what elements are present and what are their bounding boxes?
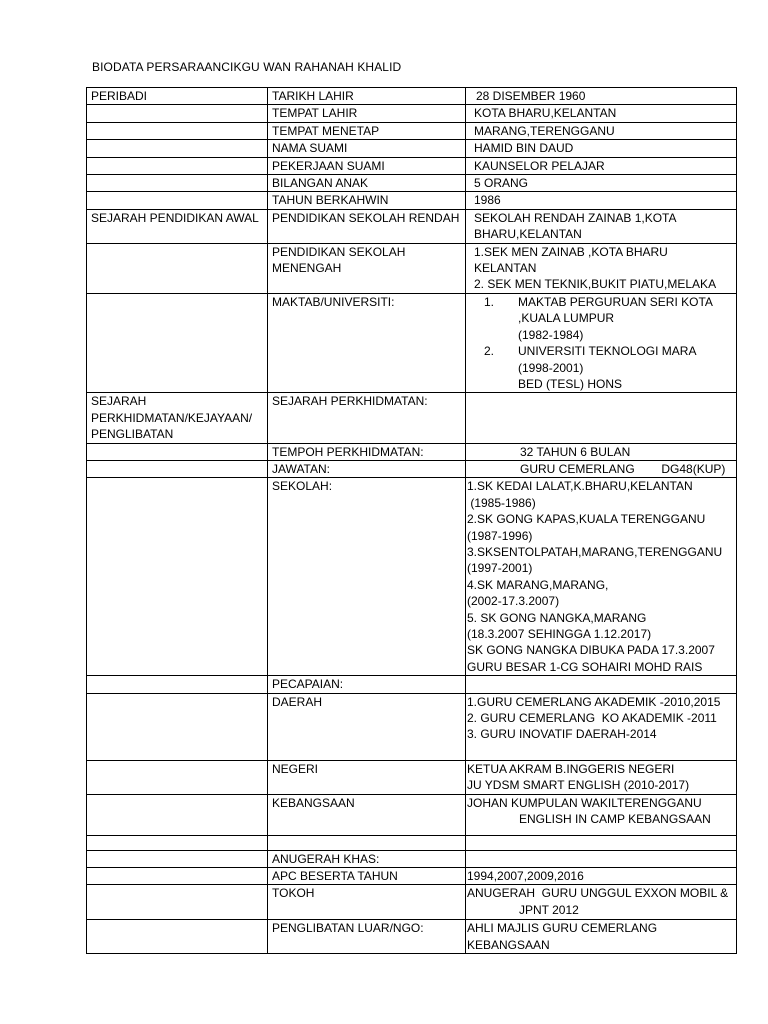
- field-label: BILANGAN ANAK: [268, 175, 466, 192]
- table-row: [87, 460, 737, 477]
- list-item: 1. MAKTAB PERGURUAN SERI KOTA ,KUALA LUMPUR (1982-1984): [483, 294, 713, 342]
- table-row: [87, 209, 737, 243]
- table-row: [87, 885, 737, 920]
- field-label: PECAPAIAN:: [268, 676, 466, 693]
- table-row: [87, 140, 737, 157]
- table-row: [87, 157, 737, 174]
- field-value: GURU CEMERLANG DG48(KUP): [466, 460, 737, 477]
- field-value: KOTA BHARU,KELANTAN: [466, 105, 737, 122]
- field-value: 32 TAHUN 6 BULAN: [466, 443, 737, 460]
- table-row: [87, 920, 737, 954]
- field-value: 1.SEK MEN ZAINAB ,KOTA BHARU KELANTAN 2. SEK MEN TEKNIK,BUKIT PIATU,MELAKA: [466, 243, 737, 293]
- biodata-table: [86, 87, 737, 954]
- table-row: [87, 760, 737, 794]
- field-value: JOHAN KUMPULAN WAKILTERENGGANU ENGLISH IN CAMP KEBANGSAAN: [466, 794, 737, 835]
- field-label: ANUGERAH KHAS:: [268, 850, 466, 867]
- table-row: [87, 293, 737, 392]
- field-label: PEKERJAAN SUAMI: [268, 157, 466, 174]
- field-label: NEGERI: [268, 760, 466, 794]
- table-row: [87, 105, 737, 122]
- field-value: 5 ORANG: [466, 175, 737, 192]
- table-row: [87, 443, 737, 460]
- list-item: 2. UNIVERSITI TEKNOLOGI MARA (1998-2001) BED (TESL) HONS: [483, 344, 697, 391]
- field-label: TAHUN BERKAHWIN: [268, 192, 466, 209]
- field-label: DAERAH: [268, 693, 466, 760]
- table-row: [87, 478, 737, 676]
- field-value: KETUA AKRAM B.INGGERIS NEGERI JU YDSM SMART ENGLISH (2010-2017): [466, 760, 737, 794]
- field-value: KAUNSELOR PELAJAR: [466, 157, 737, 174]
- field-label: TEMPOH PERKHIDMATAN:: [268, 443, 466, 460]
- field-value: 1986: [466, 192, 737, 209]
- table-row: [87, 393, 737, 443]
- field-value: 1.SK KEDAI LALAT,K.BHARU,KELANTAN (1985-1986) 2.SK GONG KAPAS,KUALA TERENGGANU (1987-1996) 3.SKSENTOLPATAH,MARANG,TERENGGANU (1997-2001) 4.SK MARANG,MARANG, (2002-17.3.2007) 5. SK GONG NANGKA,MARANG (18.3.2007 SEHINGGA 1.12.2017) SK GONG NANGKA DIBUKA PADA 17.3.2007 GURU BESAR 1-CG SOHAIRI MOHD RAIS: [466, 478, 737, 676]
- table-row: [87, 835, 737, 850]
- field-label: TARIKH LAHIR: [268, 88, 466, 105]
- field-value: 28 DISEMBER 1960: [466, 88, 737, 105]
- section-perkhidmatan: SEJARAH PERKHIDMATAN/KEJAYAAN/ PENGLIBATAN: [87, 393, 268, 443]
- table-row: [87, 88, 737, 105]
- field-label: MAKTAB/UNIVERSITI:: [268, 293, 466, 392]
- field-label: TEMPAT MENETAP: [268, 122, 466, 139]
- table-row: [87, 175, 737, 192]
- table-row: [87, 868, 737, 885]
- field-label: TEMPAT LAHIR: [268, 105, 466, 122]
- field-value: 1.GURU CEMERLANG AKADEMIK -2010,2015 2. GURU CEMERLANG KO AKADEMIK -2011 3. GURU INOVATIF DAERAH-2014: [466, 693, 737, 760]
- document-title: BIODATA PERSARAANCIKGU WAN RAHANAH KHALID: [92, 60, 402, 74]
- field-value: MARANG,TERENGGANU: [466, 122, 737, 139]
- table-row: [87, 192, 737, 209]
- field-label: PENGLIBATAN LUAR/NGO:: [268, 920, 466, 954]
- field-value: SEKOLAH RENDAH ZAINAB 1,KOTA BHARU,KELANTAN: [466, 209, 737, 243]
- field-value: 1994,2007,2009,2016: [466, 868, 737, 885]
- field-label: PENDIDIKAN SEKOLAH RENDAH: [268, 209, 466, 243]
- table-row: [87, 850, 737, 867]
- section-pendidikan: SEJARAH PENDIDIKAN AWAL: [87, 209, 268, 243]
- field-value: ANUGERAH GURU UNGGUL EXXON MOBIL & JPNT 2012: [466, 885, 737, 920]
- section-peribadi: PERIBADI: [87, 88, 268, 105]
- table-row: [87, 122, 737, 139]
- field-label: NAMA SUAMI: [268, 140, 466, 157]
- table-row: [87, 693, 737, 760]
- field-label: TOKOH: [268, 885, 466, 920]
- field-value: HAMID BIN DAUD: [466, 140, 737, 157]
- field-value: [466, 293, 737, 392]
- field-label: APC BESERTA TAHUN: [268, 868, 466, 885]
- field-value: AHLI MAJLIS GURU CEMERLANG KEBANGSAAN: [466, 920, 737, 954]
- table-row: [87, 676, 737, 693]
- field-label: PENDIDIKAN SEKOLAH MENENGAH: [268, 243, 466, 293]
- table-row: [87, 243, 737, 293]
- field-label: SEJARAH PERKHIDMATAN:: [268, 393, 466, 443]
- field-label: JAWATAN:: [268, 460, 466, 477]
- field-label: SEKOLAH:: [268, 478, 466, 676]
- field-label: KEBANGSAAN: [268, 794, 466, 835]
- table-row: [87, 794, 737, 835]
